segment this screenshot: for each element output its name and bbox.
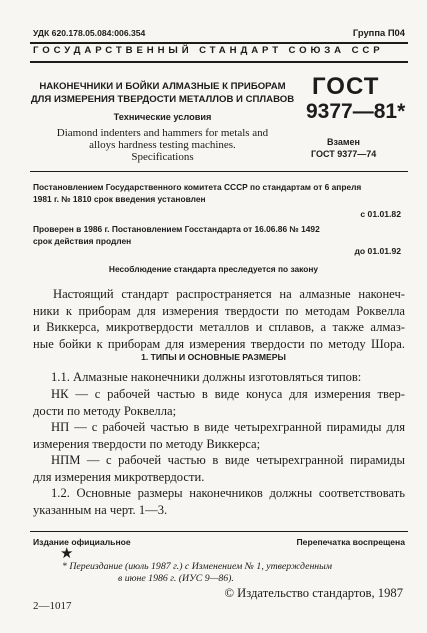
title-en-line: alloys hardness testing machines.: [89, 138, 236, 151]
intro-line: ные бойки к приборам для измерения твердости по методу Шора.: [33, 336, 405, 351]
check-line: срок действия продлен: [33, 235, 132, 246]
star-mark: ★: [60, 546, 74, 562]
gost-label: ГОСТ: [312, 73, 380, 100]
replaces-label: Взамен: [327, 137, 360, 147]
section-heading: 1. ТИПЫ И ОСНОВНЫЕ РАЗМЕРЫ: [141, 352, 286, 362]
clause-1-1: [33, 369, 405, 386]
type-hk: [33, 386, 405, 419]
decree-text: [33, 182, 405, 205]
official-edition: Издание официальное: [33, 537, 131, 547]
clause-line: измерения твердости по методу Виккерса;: [33, 436, 261, 451]
note-line: в июне 1986 г. (ИУС 9—86).: [118, 573, 234, 584]
violation-warning: Несоблюдение стандарта преследуется по закону: [108, 264, 319, 274]
clause-line: 1.1. Алмазные наконечники должны изготовляться типов:: [51, 370, 362, 384]
header-rule-top: [30, 42, 408, 44]
group-code: Группа П04: [352, 27, 405, 38]
check-line: Проверен в 1986 г. Постановлением Госстандарта от 16.06.86 № 1492: [33, 224, 320, 234]
title-ru-line: ДЛЯ ИЗМЕРЕНИЯ ТВЕРДОСТИ МЕТАЛЛОВ И СПЛАВОВ: [30, 93, 295, 105]
footer-rule: [30, 531, 408, 532]
intro-line: ники к приборам для измерения твердости по методам Роквелла: [33, 303, 405, 318]
reissue-note: [62, 561, 402, 585]
subtitle-ru: Технические условия: [113, 112, 212, 122]
publisher-copyright: © Издательство стандартов, 1987: [224, 586, 403, 600]
extended-until: до 01.01.92: [354, 246, 401, 256]
effective-date: с 01.01.82: [360, 209, 401, 219]
header-rule-bottom: [30, 61, 408, 63]
title-en-line: Diamond indenters and hammers for metals and: [56, 127, 269, 139]
clause-line: 1.2. Основные размеры наконечников должны соответствовать: [51, 486, 405, 500]
type-hpm: [33, 452, 405, 485]
replaces-value: ГОСТ 9377—74: [311, 149, 377, 159]
check-text: [33, 224, 405, 247]
type-hp: [33, 419, 405, 452]
clause-line: НК — с рабочей частью в виде конуса для измерения твер-: [51, 387, 405, 401]
udk-code: УДК 620.178.05.084:006.354: [33, 28, 146, 38]
decree-line: 1981 г. № 1810 срок введения установлен: [33, 193, 206, 204]
clause-line: дости по методу Роквелла;: [33, 403, 177, 418]
title-en-line: Specifications: [131, 150, 194, 163]
clause-line: НПМ — с рабочей частью в виде четырехгранной пирамиды: [51, 453, 405, 467]
title-en: [30, 128, 295, 163]
note-line: * Переиздание (июль 1987 г.) с Изменением № 1, утвержденным: [62, 561, 333, 572]
intro-line: Настоящий стандарт распространяется на алмазные наконеч-: [53, 287, 405, 301]
clause-line: указанным на черт. 1—3.: [33, 502, 168, 517]
title-ru: [30, 81, 295, 106]
intro-paragraph: [33, 286, 405, 352]
reprint-prohibited: Перепечатка воспрещена: [296, 537, 405, 547]
decree-line: Постановлением Государственного комитета СССР по стандартам от 6 апреля: [33, 182, 362, 192]
title-block-rule: [30, 171, 408, 172]
gost-number: 9377—81*: [306, 100, 406, 123]
clause-line: НП — с рабочей частью в виде четырехгранной пирамиды для: [51, 420, 405, 434]
state-standard-banner: ГОСУДАРСТВЕННЫЙ СТАНДАРТ СОЮЗА ССР: [33, 45, 384, 56]
clause-line: для измерения микротвердости.: [33, 469, 205, 484]
title-ru-line: НАКОНЕЧНИКИ И БОЙКИ АЛМАЗНЫЕ К ПРИБОРАМ: [39, 81, 286, 92]
intro-line: и Виккерса, микротвердости металлов и сплавов, а также алмаз-: [33, 320, 405, 335]
print-code: 2—1017: [33, 600, 72, 612]
clause-1-2: [33, 485, 405, 518]
